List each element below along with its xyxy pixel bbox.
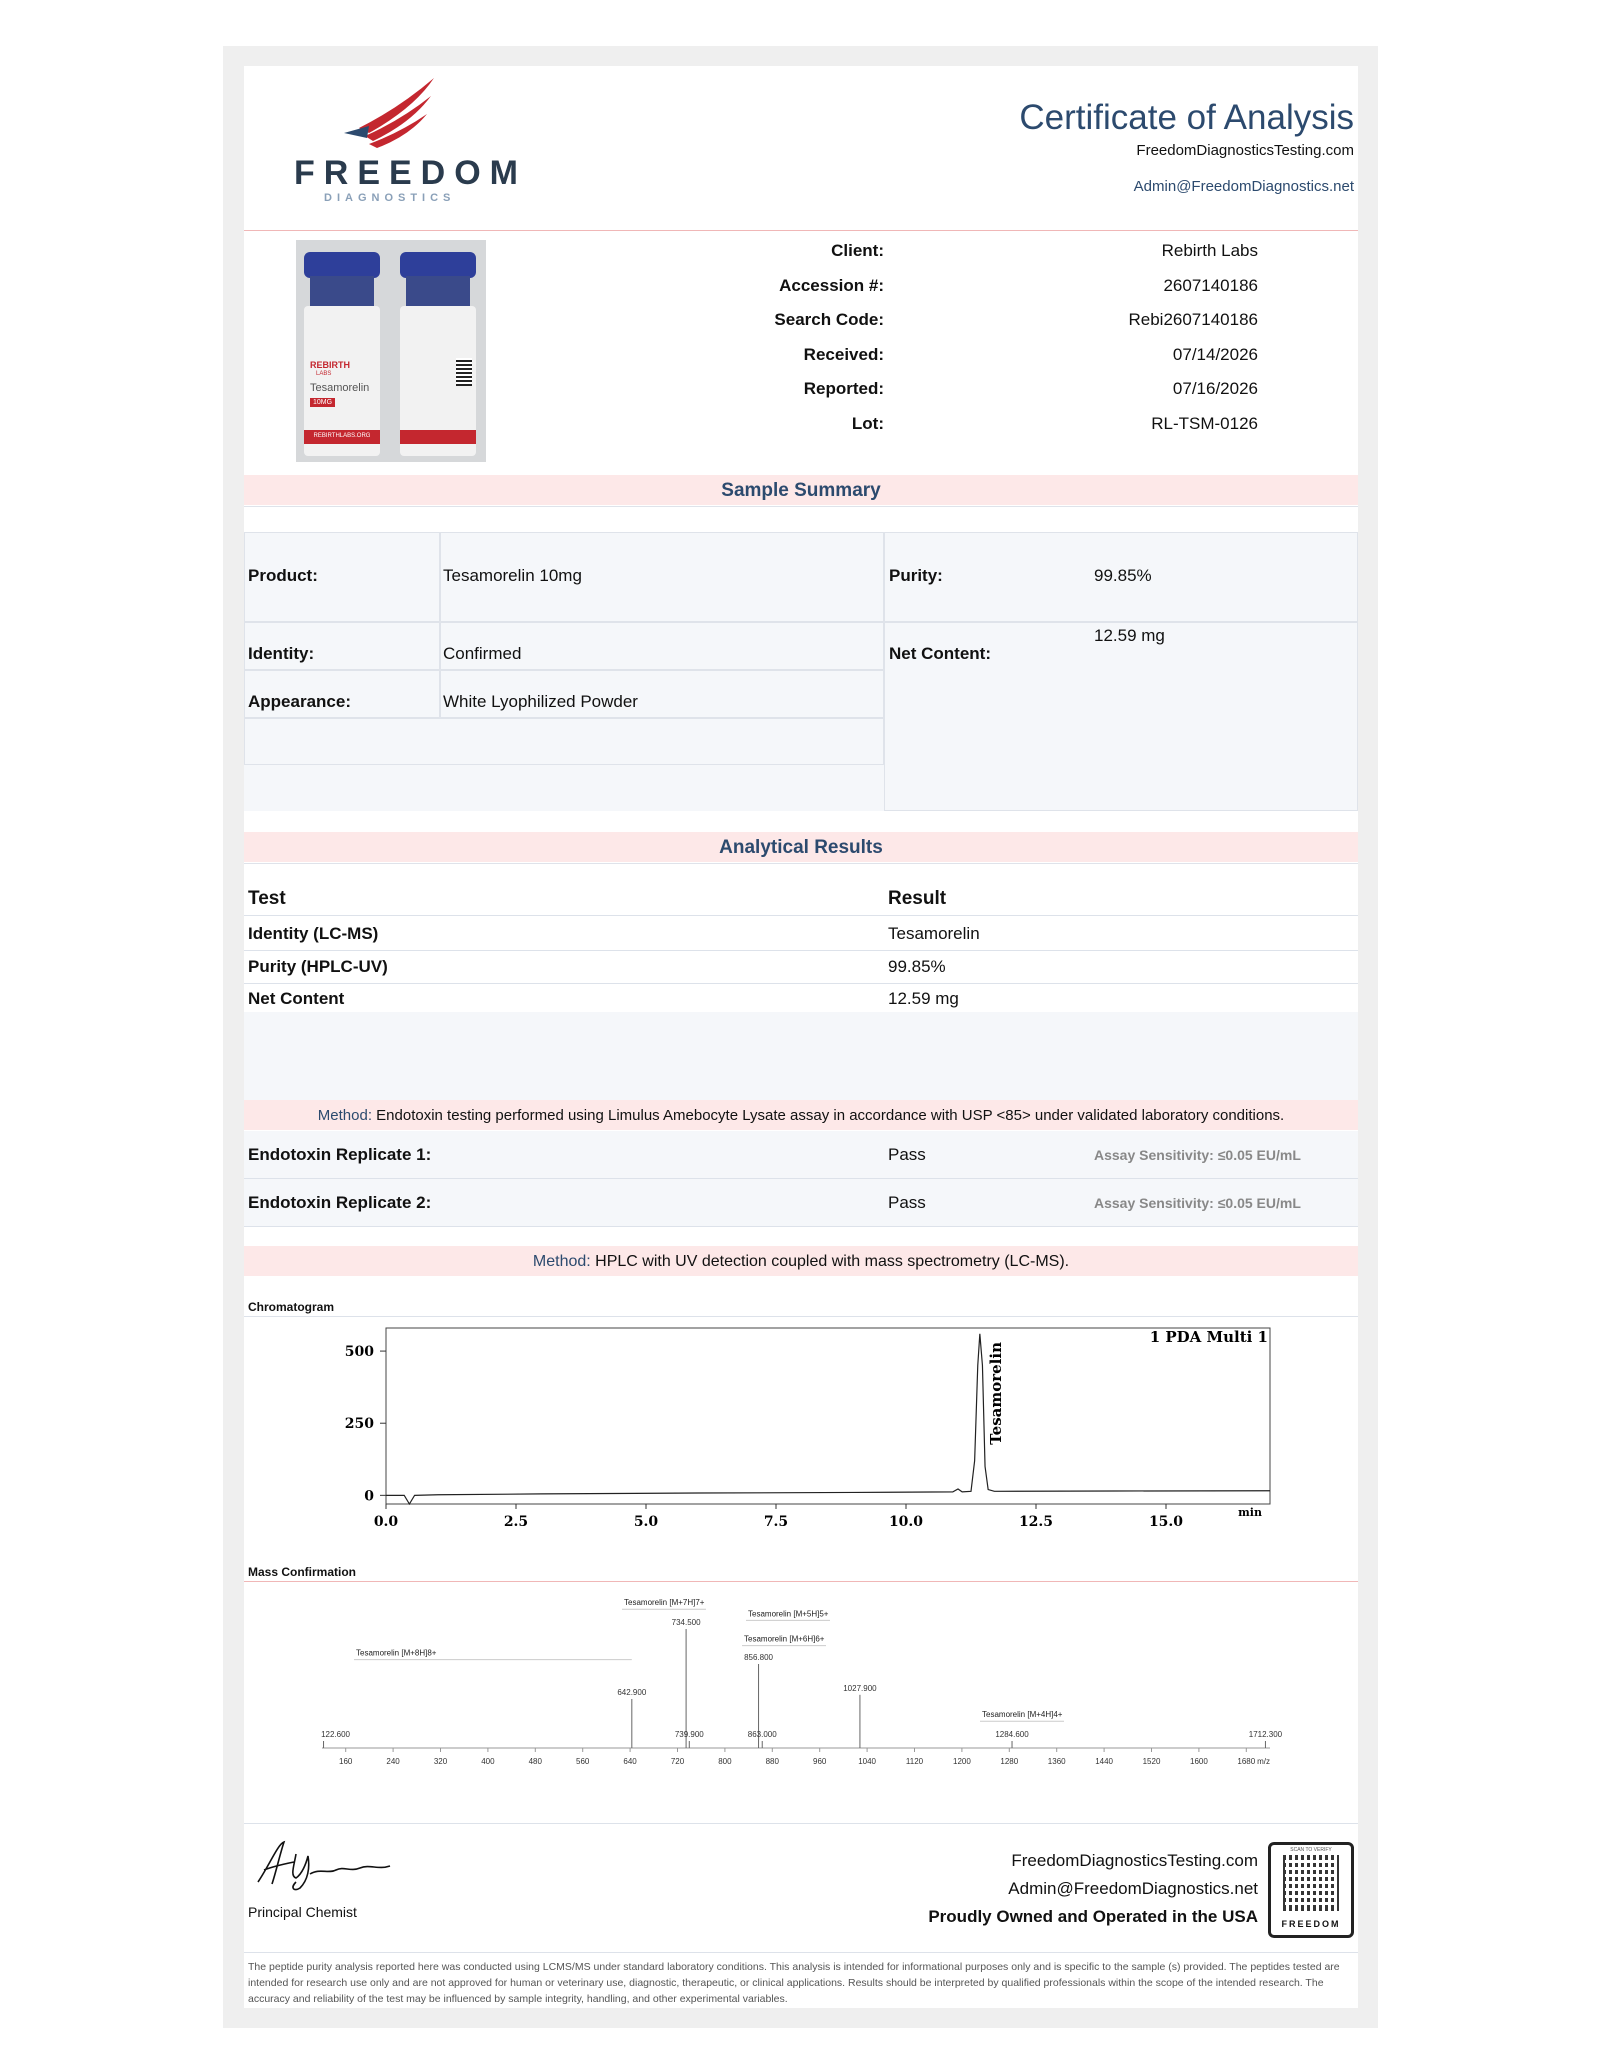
x-tick-label: 12.5 [1018, 1514, 1054, 1530]
info-value: Rebirth Labs [1161, 241, 1258, 260]
appearance-value: White Lyophilized Powder [443, 692, 638, 711]
chromatogram-trace [386, 1334, 1270, 1504]
test-column-header: Test [248, 888, 286, 909]
info-value: RL-TSM-0126 [1151, 413, 1258, 433]
x-axis-label: m/z [1257, 1757, 1270, 1766]
freedom-logo-mark [339, 78, 439, 148]
y-tick-label: 0 [364, 1488, 374, 1505]
peak-label: Tesamorelin [986, 1342, 1005, 1445]
product-vial-image: REBIRTH LABS Tesamorelin 10MG REBIRTHLABS.ORG [296, 240, 486, 462]
x-tick-label: 1520 [1142, 1757, 1161, 1766]
mass-confirmation-title: Mass Confirmation [248, 1565, 357, 1579]
logo-subtitle: DIAGNOSTICS [324, 192, 456, 204]
mass-annotation: Tesamorelin [M+8H]8+ [356, 1648, 437, 1658]
info-value: Rebi2607140186 [1128, 310, 1258, 329]
endotoxin-method-text: Endotoxin testing performed using Limulus Amebocyte Lysate assay in accordance with USP <85> under validated laboratory conditions. [376, 1107, 1285, 1124]
x-tick-label: 320 [433, 1757, 448, 1766]
y-tick-label: 250 [344, 1416, 374, 1433]
x-tick-label: 1040 [858, 1757, 876, 1766]
x-tick-label: 1680 [1237, 1757, 1256, 1766]
x-tick-label: 5.0 [633, 1514, 659, 1530]
mass-spectrum-chart [244, 1584, 1358, 1784]
y-tick-label: 500 [344, 1344, 374, 1361]
mass-peak-label: 1712.300 [1248, 1730, 1283, 1739]
chromatogram-chart [244, 1318, 1358, 1538]
test-name: Identity (LC-MS) [248, 924, 379, 943]
mass-peak-label: 1284.600 [995, 1730, 1029, 1739]
mass-peak-label: 122.600 [321, 1730, 351, 1739]
product-label: Product: [248, 566, 318, 585]
x-tick-label: 960 [813, 1757, 827, 1766]
header-email: Admin@FreedomDiagnostics.net [1133, 178, 1354, 195]
hplc-method-text: HPLC with UV detection coupled with mass spectrometry (LC-MS). [595, 1253, 1070, 1270]
plot-frame [386, 1328, 1270, 1504]
mass-peak-label: 642.900 [617, 1688, 647, 1697]
mass-annotation: Tesamorelin [M+5H]5+ [748, 1609, 829, 1619]
document-title: Certificate of Analysis [1019, 98, 1354, 137]
x-tick-label: 480 [528, 1757, 542, 1766]
sample-summary-heading: Sample Summary [244, 475, 1358, 505]
mass-annotation: Tesamorelin [M+4H]4+ [982, 1710, 1063, 1720]
x-tick-label: 1360 [1047, 1757, 1066, 1766]
x-tick-label: 7.5 [763, 1514, 789, 1530]
chart-legend: 1 PDA Multi 1 [1149, 1328, 1268, 1346]
net-content-label: Net Content: [889, 644, 991, 663]
product-value: Tesamorelin 10mg [443, 566, 582, 585]
footer-tagline: Proudly Owned and Operated in the USA [928, 1907, 1258, 1926]
certificate-page [244, 66, 1358, 2008]
logo-wordmark: FREEDOM [294, 154, 527, 192]
x-axis-label: min [1238, 1506, 1262, 1519]
x-tick-label: 15.0 [1148, 1514, 1184, 1530]
mass-peak-label: 1027.900 [843, 1683, 877, 1693]
result-column-header: Result [888, 888, 947, 909]
x-tick-label: 160 [339, 1757, 353, 1766]
x-tick-label: 880 [765, 1757, 779, 1766]
info-value: 07/16/2026 [1172, 379, 1258, 398]
endotoxin-method-band [244, 1100, 1358, 1130]
x-tick-label: 1440 [1095, 1757, 1113, 1766]
x-tick-label: 560 [576, 1757, 590, 1766]
chromatogram-title: Chromatogram [248, 1300, 335, 1314]
info-label: Accession #: [779, 275, 884, 295]
endotoxin-label: Endotoxin Replicate 1: [248, 1145, 432, 1164]
signature [250, 1834, 400, 1894]
mass-peak-label: 734.500 [671, 1618, 701, 1627]
endotoxin-result: Pass [888, 1145, 926, 1164]
test-result: 99.85% [888, 956, 946, 976]
mass-peak-label: 739.900 [674, 1730, 704, 1739]
x-tick-label: 640 [623, 1757, 637, 1766]
net-content-value: 12.59 mg [1094, 626, 1165, 645]
header-website: FreedomDiagnosticsTesting.com [1136, 142, 1354, 159]
footer-website: FreedomDiagnosticsTesting.com [1011, 1851, 1258, 1870]
method-label: Method: [317, 1107, 372, 1124]
endotoxin-result: Pass [888, 1193, 926, 1212]
test-name: Purity (HPLC-UV) [248, 956, 388, 976]
info-label: Search Code: [774, 310, 884, 329]
info-label: Reported: [803, 379, 884, 398]
assay-sensitivity: Assay Sensitivity: ≤0.05 EU/mL [1094, 1195, 1301, 1211]
test-result: Tesamorelin [888, 924, 980, 943]
header-divider [244, 230, 1358, 231]
x-tick-label: 800 [718, 1757, 732, 1766]
x-tick-label: 1600 [1190, 1757, 1208, 1766]
x-tick-label: 240 [386, 1757, 400, 1766]
x-tick-label: 0.0 [373, 1514, 399, 1530]
hplc-method-label: Method: [532, 1253, 591, 1270]
hplc-method-band [244, 1246, 1358, 1276]
signer-role: Principal Chemist [248, 1904, 357, 1920]
analytical-results-heading: Analytical Results [244, 832, 1358, 862]
x-tick-label: 10.0 [888, 1514, 924, 1530]
x-tick-label: 1120 [905, 1757, 924, 1766]
x-tick-label: 400 [481, 1757, 495, 1766]
info-label: Received: [803, 344, 884, 364]
test-name: Net Content [248, 989, 345, 1008]
info-label: Client: [831, 241, 884, 260]
footer-email: Admin@FreedomDiagnostics.net [1008, 1879, 1258, 1898]
assay-sensitivity: Assay Sensitivity: ≤0.05 EU/mL [1094, 1147, 1301, 1163]
mass-annotation: Tesamorelin [M+6H]6+ [744, 1634, 825, 1644]
x-tick-label: 1200 [953, 1757, 971, 1766]
verify-qr-code[interactable]: SCAN TO VERIFY FREEDOM [1268, 1842, 1354, 1938]
purity-label: Purity: [889, 566, 943, 585]
appearance-label: Appearance: [248, 692, 351, 711]
x-tick-label: 1280 [1000, 1757, 1019, 1766]
purity-value: 99.85% [1094, 566, 1152, 585]
info-value: 2607140186 [1163, 275, 1258, 295]
x-tick-label: 2.5 [503, 1514, 529, 1530]
info-label: Lot: [851, 413, 884, 433]
disclaimer: The peptide purity analysis reported here was conducted using LCMS/MS under standard laboratory conditions. This analysis is intended for informational purposes only and is specific to the sample (s) provided. The peptides tested are intended for research use only and are not approved for human or veterinary use, diagnostic, therapeutic, or clinical applications. Results should be interpreted by qualified professionals within the scope of the intended research. The accuracy and reliability of the test may be influenced by sample integrity, handling, and other experimental variables. [248, 1961, 1340, 2005]
test-result: 12.59 mg [888, 989, 959, 1008]
mass-annotation: Tesamorelin [M+7H]7+ [624, 1598, 705, 1608]
identity-label: Identity: [248, 644, 315, 663]
info-value: 07/14/2026 [1172, 344, 1258, 364]
mass-peak-label: 863.000 [747, 1730, 777, 1739]
identity-value: Confirmed [443, 644, 522, 663]
endotoxin-label: Endotoxin Replicate 2: [248, 1193, 432, 1212]
mass-peak-label: 856.800 [744, 1653, 774, 1662]
x-tick-label: 720 [670, 1757, 685, 1766]
